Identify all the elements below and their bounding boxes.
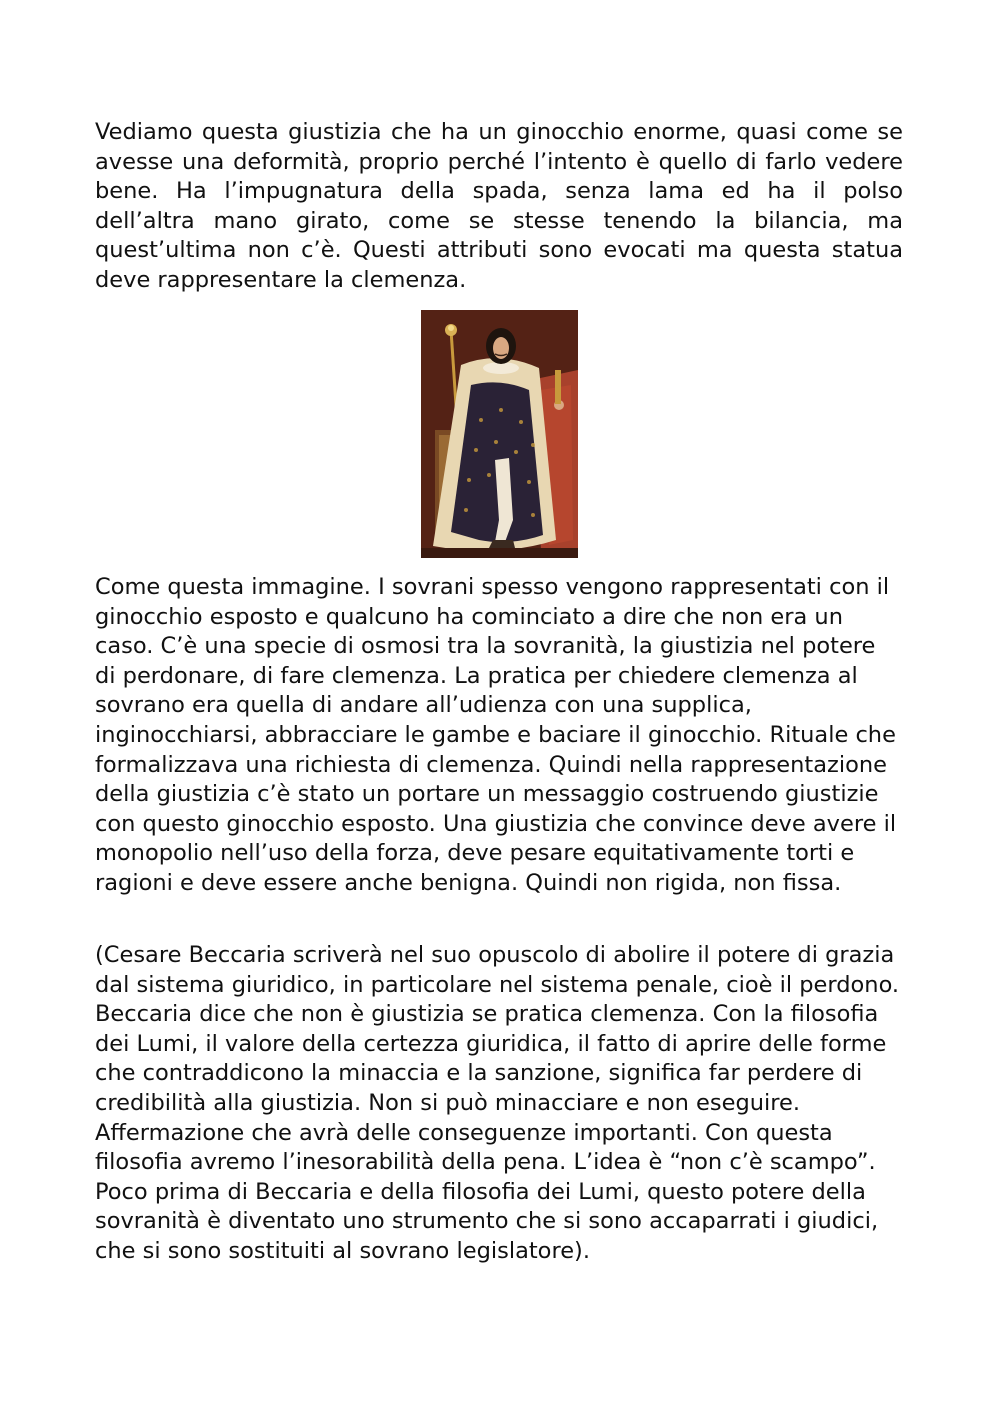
paragraph-beccaria: (Cesare Beccaria scriverà nel suo opuscolo di abolire il potere di grazia dal sistema giuridico, in particolare nel sistema penale, cioè il perdono. Beccaria dice che non è giustizia se pratica clemenza. Con la filosofia dei Lumi, il valore della certezza giuridica, il fatto di aprire delle forme che contraddicono la minaccia e la sanzione, significa far perdere di credibilità alla giustizia. Non si può minacciare e non eseguire. Affermazione che avrà delle conseguenze importanti. Con questa filosofia avremo l’inesorabilità della pena. L’idea è “non c’è scampo”. Poco prima di Beccaria e della filosofia dei Lumi, questo potere della sovranità è diventato uno strumento che si sono accaparrati i giudici, che si sono sostituiti al sovrano legislatore). (95, 942, 900, 1264)
paragraph-clemency-statue: Vediamo questa giustizia che ha un ginocchio enorme, quasi come se avesse una deformità, proprio perché l’intento è quello di farlo vedere bene. Ha l’impugnatura della spada, senza lama ed ha il polso dell’altra mano girato, come se stesse tenendo la bilancia, ma quest’ultima non c’è. Questi attributi sono evocati ma questa statua deve rappresentare la clemenza. (95, 119, 903, 293)
royal-portrait-image (421, 310, 578, 558)
paragraph-sovereign-knee: Come questa immagine. I sovrani spesso vengono rappresentati con il ginocchio esposto e qualcuno ha cominciato a dire che non era un caso. C’è una specie di osmosi tra la sovranità, la giustizia nel potere di perdonare, di fare clemenza. La pratica per chiedere clemenza al sovrano era quella di andare all’udienza con una supplica, inginocchiarsi, abbracciare le gambe e baciare il ginocchio. Rituale che formalizzava una richiesta di clemenza. Quindi nella rappresentazione della giustizia c’è stato un portare un messaggio costruendo giustizie con questo ginocchio esposto. Una giustizia che convince deve avere il monopolio nell’uso della forza, deve pesare equitativamente torti e ragioni e deve essere anche benigna. Quindi non rigida, non fissa. (95, 574, 897, 896)
